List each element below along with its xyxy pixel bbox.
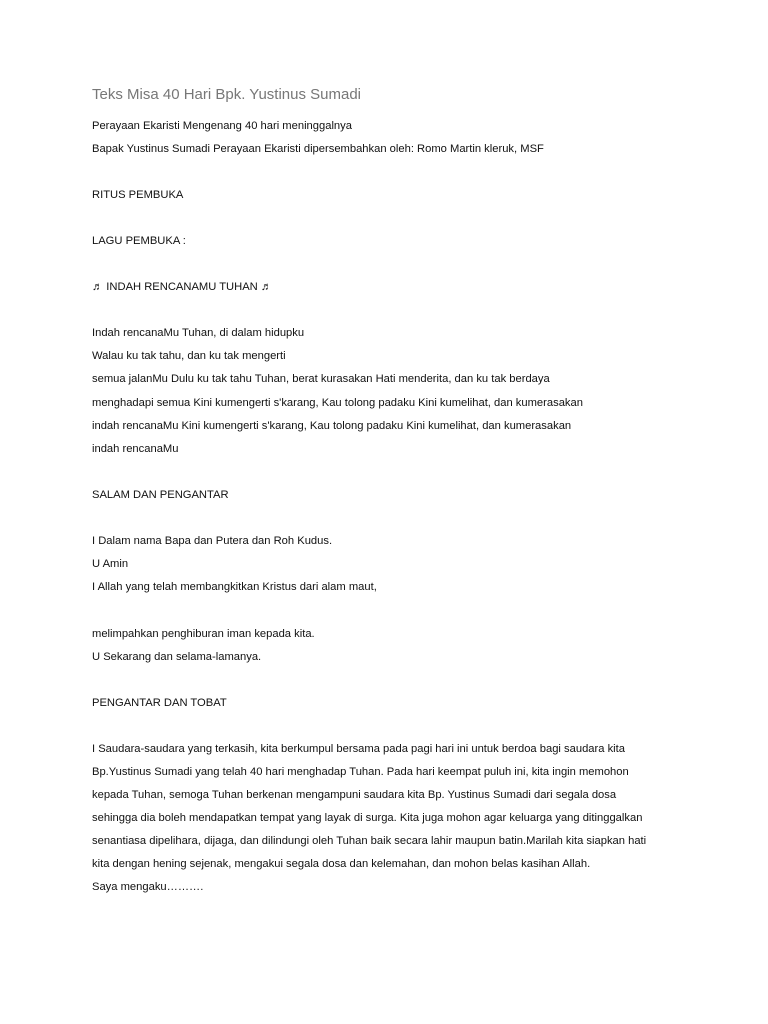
text-line: U Sekarang dan selama-lamanya. xyxy=(92,651,262,663)
text-line: kepada Tuhan, semoga Tuhan berkenan mengampuni saudara kita Bp. Yustinus Sumadi dari segala dosa xyxy=(92,789,617,801)
text-line: indah rencanaMu Kini kumengerti s'karang, Kau tolong padaku Kini kumelihat, dan kumerasakan xyxy=(92,420,572,432)
document-title: Teks Misa 40 Hari Bpk. Yustinus Sumadi xyxy=(92,86,362,103)
text-line: Saya mengaku………. xyxy=(92,881,204,893)
text-line: Bapak Yustinus Sumadi Perayaan Ekaristi dipersembahkan oleh: Romo Martin kleruk, MSF xyxy=(92,143,544,155)
text-line: Bp.Yustinus Sumadi yang telah 40 hari menghadap Tuhan. Pada hari keempat puluh ini, kita ingin memohon xyxy=(92,766,629,778)
section-heading: SALAM DAN PENGANTAR xyxy=(92,489,229,501)
section-heading: LAGU PEMBUKA : xyxy=(92,235,186,247)
text-line: I Dalam nama Bapa dan Putera dan Roh Kudus. xyxy=(92,535,333,547)
text-line: semua jalanMu Dulu ku tak tahu Tuhan, berat kurasakan Hati menderita, dan ku tak berdaya xyxy=(92,373,550,385)
text-line: senantiasa dipelihara, dijaga, dan dilindungi oleh Tuhan baik secara lahir maupun batin.Marilah kita siapkan hati xyxy=(92,835,647,847)
text-line: I Saudara-saudara yang terkasih, kita berkumpul bersama pada pagi hari ini untuk berdoa bagi saudara kita xyxy=(92,743,625,755)
text-line: melimpahkan penghiburan iman kepada kita. xyxy=(92,628,315,640)
text-line: I Allah yang telah membangkitkan Kristus dari alam maut, xyxy=(92,581,377,593)
section-heading: PENGANTAR DAN TOBAT xyxy=(92,697,227,709)
text-line: menghadapi semua Kini kumengerti s'karang, Kau tolong padaku Kini kumelihat, dan kumerasakan xyxy=(92,397,583,409)
text-line: kita dengan hening sejenak, mengakui segala dosa dan kelemahan, dan mohon belas kasihan Allah. xyxy=(92,858,591,870)
song-title: ♬ INDAH RENCANAMU TUHAN ♬ xyxy=(92,281,273,293)
text-line: Perayaan Ekaristi Mengenang 40 hari meninggalnya xyxy=(92,120,352,132)
text-line: sehingga dia boleh mendapatkan tempat yang layak di surga. Kita juga mohon agar keluarga yang ditinggalkan xyxy=(92,812,643,824)
text-line: Walau ku tak tahu, dan ku tak mengerti xyxy=(92,350,286,362)
section-heading: RITUS PEMBUKA xyxy=(92,189,184,201)
text-line: U Amin xyxy=(92,558,129,570)
text-line: indah rencanaMu xyxy=(92,443,179,455)
text-line: Indah rencanaMu Tuhan, di dalam hidupku xyxy=(92,327,305,339)
